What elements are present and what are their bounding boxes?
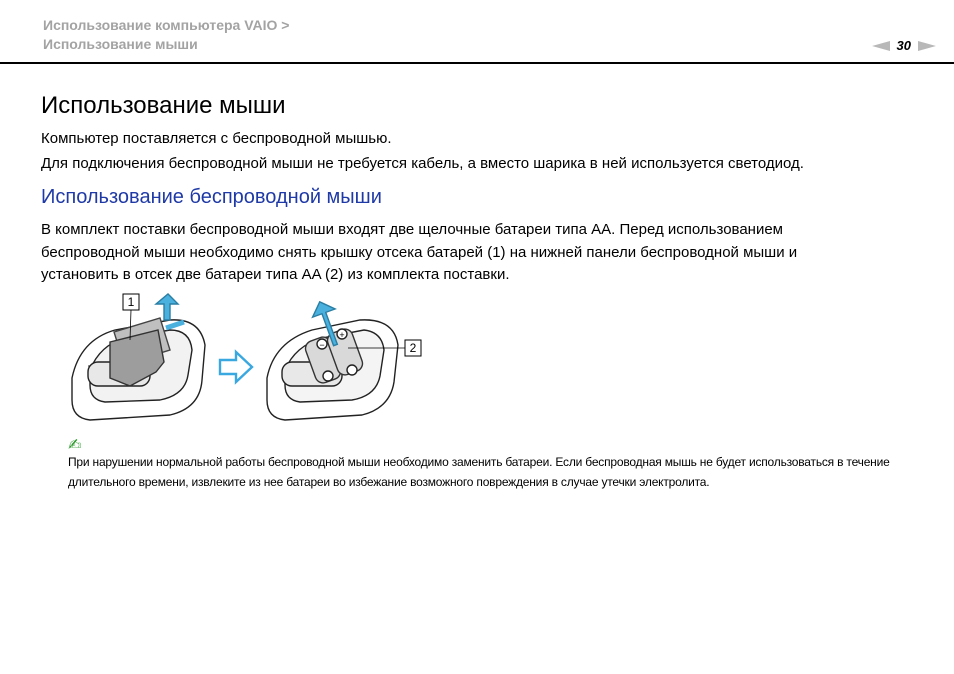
section-paragraph-line: установить в отсек две батареи типа AA (2) из комплекта поставки. xyxy=(41,266,510,283)
mouse-with-cover-illustration xyxy=(72,294,205,420)
header-divider xyxy=(0,62,954,64)
note-line: длительного времени, извлеките из нее батареи во избежание возможного повреждения в случае утечки электролита. xyxy=(68,475,710,489)
callout-label-1: 1 xyxy=(127,295,135,309)
page-title: Использование мыши xyxy=(41,92,286,119)
page-navigation xyxy=(872,38,936,53)
section-paragraph-line: В комплект поставки беспроводной мыши входят две щелочные батареи типа AA. Перед использованием xyxy=(41,221,783,238)
previous-page-arrow-icon[interactable] xyxy=(872,41,890,51)
page-number: 30 xyxy=(896,38,911,53)
battery-installation-illustration xyxy=(60,290,440,430)
note-line: При нарушении нормальной работы беспроводной мыши необходимо заменить батареи. Если беспроводная мышь не будет использоваться в течение xyxy=(68,455,890,469)
breadcrumb-current: Использование мыши xyxy=(43,36,198,52)
breadcrumb xyxy=(43,16,289,54)
note-text xyxy=(68,452,928,492)
mouse-with-batteries-illustration xyxy=(267,298,398,420)
next-page-arrow-icon[interactable] xyxy=(918,41,936,51)
step-arrow-icon xyxy=(220,352,252,382)
intro-paragraph: Компьютер поставляется с беспроводной мышью. xyxy=(41,130,392,147)
battery-plus-sign: + xyxy=(339,330,345,340)
callout-label-2: 2 xyxy=(409,341,417,355)
breadcrumb-parent-link[interactable]: Использование компьютера VAIO > xyxy=(43,17,290,33)
note-pencil-icon: ✍ xyxy=(68,437,82,454)
section-paragraph xyxy=(41,219,921,287)
section-title: Использование беспроводной мыши xyxy=(41,186,382,208)
battery-minus-sign: − xyxy=(319,340,325,350)
description-paragraph: Для подключения беспроводной мыши не требуется кабель, а вместо шарика в ней используется светодиод. xyxy=(41,155,804,172)
section-paragraph-line: беспроводной мыши необходимо снять крышку отсека батарей (1) на нижней панели беспроводной мыши и xyxy=(41,243,798,261)
